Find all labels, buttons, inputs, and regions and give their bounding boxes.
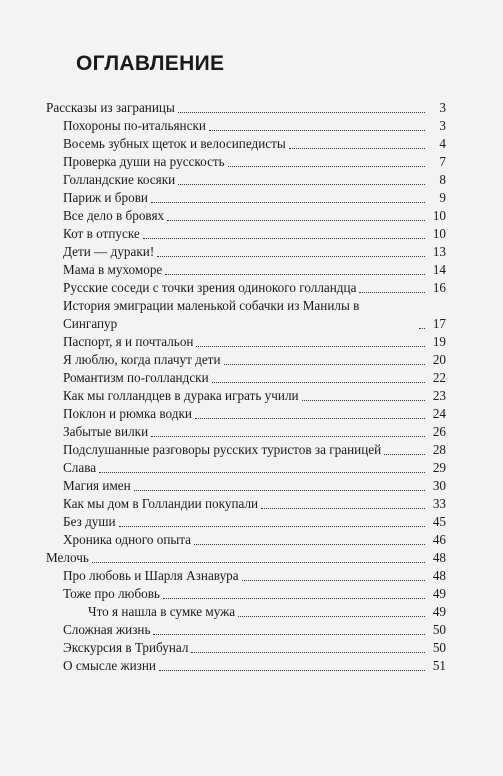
toc-entry-page: 29 (432, 460, 446, 475)
toc-entry-page: 4 (439, 136, 446, 151)
toc-entry-title: Голландские косяки (63, 172, 176, 187)
toc-entry-page: 45 (432, 514, 446, 529)
toc-entry-page: 17 (432, 316, 446, 331)
toc-entry-title: Романтизм по-голландски (63, 370, 209, 385)
toc-entry-page: 26 (432, 424, 446, 439)
dot-leader (359, 292, 425, 293)
toc-entry-title: Проверка души на русскость (63, 154, 225, 169)
dot-leader (151, 436, 425, 437)
toc-entry (46, 99, 446, 117)
toc-entry-page: 7 (439, 154, 446, 169)
dot-leader (134, 490, 425, 491)
toc-entry (46, 405, 446, 423)
dot-leader (289, 148, 425, 149)
toc-entry (46, 279, 446, 297)
toc-entry (46, 441, 446, 459)
dot-leader (212, 382, 425, 383)
table-of-contents (46, 99, 446, 675)
toc-entry-title: Мама в мухоморе (63, 262, 163, 277)
page-title: ОГЛАВЛЕНИЕ (76, 52, 225, 75)
toc-entry-page: 51 (432, 658, 446, 673)
toc-entry-title: Как мы дом в Голландии покупали (63, 496, 259, 511)
toc-entry-page: 48 (432, 550, 446, 565)
toc-entry-title: Русские соседи с точки зрения одинокого голландца (63, 280, 357, 295)
dot-leader (143, 238, 425, 239)
toc-entry (46, 171, 446, 189)
toc-entry-page: 9 (439, 190, 446, 205)
dot-leader (178, 184, 425, 185)
toc-entry-title: Экскурсия в Трибунал (63, 640, 189, 655)
toc-entry-title: Тоже про любовь (63, 586, 160, 601)
toc-entry (46, 621, 446, 639)
dot-leader (119, 526, 425, 527)
toc-entry (46, 531, 446, 549)
toc-entry (46, 585, 446, 603)
dot-leader (242, 580, 425, 581)
toc-entry-page: 14 (432, 262, 446, 277)
toc-entry (46, 639, 446, 657)
toc-entry-title: Слава (63, 460, 97, 475)
toc-entry-title: Паспорт, я и почтальон (63, 334, 194, 349)
toc-entry-page: 33 (432, 496, 446, 511)
toc-entry-title: Забытые вилки (63, 424, 149, 439)
toc-entry-title: Париж и брови (63, 190, 148, 205)
toc-entry-page: 19 (432, 334, 446, 349)
toc-entry-page: 3 (439, 100, 446, 115)
dot-leader (419, 328, 425, 329)
toc-entry (46, 261, 446, 279)
dot-leader (167, 220, 425, 221)
dot-leader (238, 616, 425, 617)
toc-entry (46, 369, 446, 387)
dot-leader (302, 400, 425, 401)
toc-entry-title: Магия имен (63, 478, 131, 493)
toc-entry-page: 50 (432, 622, 446, 637)
toc-entry (46, 549, 446, 567)
toc-entry (46, 477, 446, 495)
toc-entry-title: Восемь зубных щеток и велосипедисты (63, 136, 286, 151)
dot-leader (191, 652, 425, 653)
toc-entry-title: Сложная жизнь (63, 622, 151, 637)
dot-leader (151, 202, 425, 203)
toc-entry-page: 3 (439, 118, 446, 133)
toc-entry (46, 117, 446, 135)
dot-leader (92, 562, 425, 563)
dot-leader (153, 634, 425, 635)
toc-entry (46, 189, 446, 207)
toc-entry (46, 513, 446, 531)
toc-entry-page: 8 (439, 172, 446, 187)
toc-entry (46, 225, 446, 243)
toc-entry (46, 657, 446, 675)
toc-entry-page: 10 (432, 226, 446, 241)
toc-entry (46, 135, 446, 153)
toc-entry-title: Дети — дураки! (63, 244, 155, 259)
dot-leader (178, 112, 425, 113)
toc-entry-title: Кот в отпуске (63, 226, 140, 241)
dot-leader (209, 130, 425, 131)
toc-entry-title: Хроника одного опыта (63, 532, 192, 547)
toc-entry (46, 567, 446, 585)
toc-entry-page: 24 (432, 406, 446, 421)
toc-entry (46, 333, 446, 351)
toc-entry-title: Про любовь и Шарля Азнавура (63, 568, 239, 583)
dot-leader (261, 508, 425, 509)
toc-entry-page: 30 (432, 478, 446, 493)
toc-entry-page: 48 (432, 568, 446, 583)
toc-entry (46, 603, 446, 621)
toc-entry (46, 297, 446, 333)
toc-entry-page: 10 (432, 208, 446, 223)
dot-leader (228, 166, 425, 167)
toc-entry-page: 28 (432, 442, 446, 457)
toc-entry-page: 13 (432, 244, 446, 259)
dot-leader (165, 274, 425, 275)
toc-entry-title: Как мы голландцев в дурака играть учили (63, 388, 299, 403)
toc-entry-title: Я люблю, когда плачут дети (63, 352, 221, 367)
toc-entry (46, 459, 446, 477)
dot-leader (196, 346, 425, 347)
toc-entry-title: Рассказы из заграницы (46, 100, 175, 115)
toc-entry (46, 387, 446, 405)
toc-entry (46, 351, 446, 369)
toc-entry-title: О смысле жизни (63, 658, 156, 673)
dot-leader (195, 418, 425, 419)
dot-leader (99, 472, 425, 473)
toc-entry (46, 207, 446, 225)
toc-entry (46, 243, 446, 261)
toc-entry-page: 20 (432, 352, 446, 367)
toc-entry-title: Что я нашла в сумке мужа (88, 604, 236, 619)
dot-leader (224, 364, 425, 365)
toc-entry-title: Похороны по-итальянски (63, 118, 206, 133)
toc-entry (46, 423, 446, 441)
toc-entry-title: Мелочь (46, 550, 89, 565)
dot-leader (157, 256, 425, 257)
toc-entry-title: Подслушанные разговоры русских туристов за границей (63, 442, 382, 457)
toc-entry-page: 50 (432, 640, 446, 655)
toc-entry-title: Без души (63, 514, 116, 529)
toc-entry-page: 16 (432, 280, 446, 295)
toc-entry-title: Поклон и рюмка водки (63, 406, 192, 421)
dot-leader (163, 598, 425, 599)
toc-entry-page: 49 (432, 604, 446, 619)
toc-entry-page: 49 (432, 586, 446, 601)
toc-entry (46, 153, 446, 171)
toc-entry (46, 495, 446, 513)
toc-entry-title: История эмиграции маленькой собачки из Манилы в Сингапур (63, 298, 360, 331)
toc-entry-page: 23 (432, 388, 446, 403)
dot-leader (194, 544, 425, 545)
toc-entry-page: 22 (432, 370, 446, 385)
dot-leader (159, 670, 425, 671)
toc-entry-page: 46 (432, 532, 446, 547)
toc-entry-title: Все дело в бровях (63, 208, 165, 223)
dot-leader (384, 454, 425, 455)
